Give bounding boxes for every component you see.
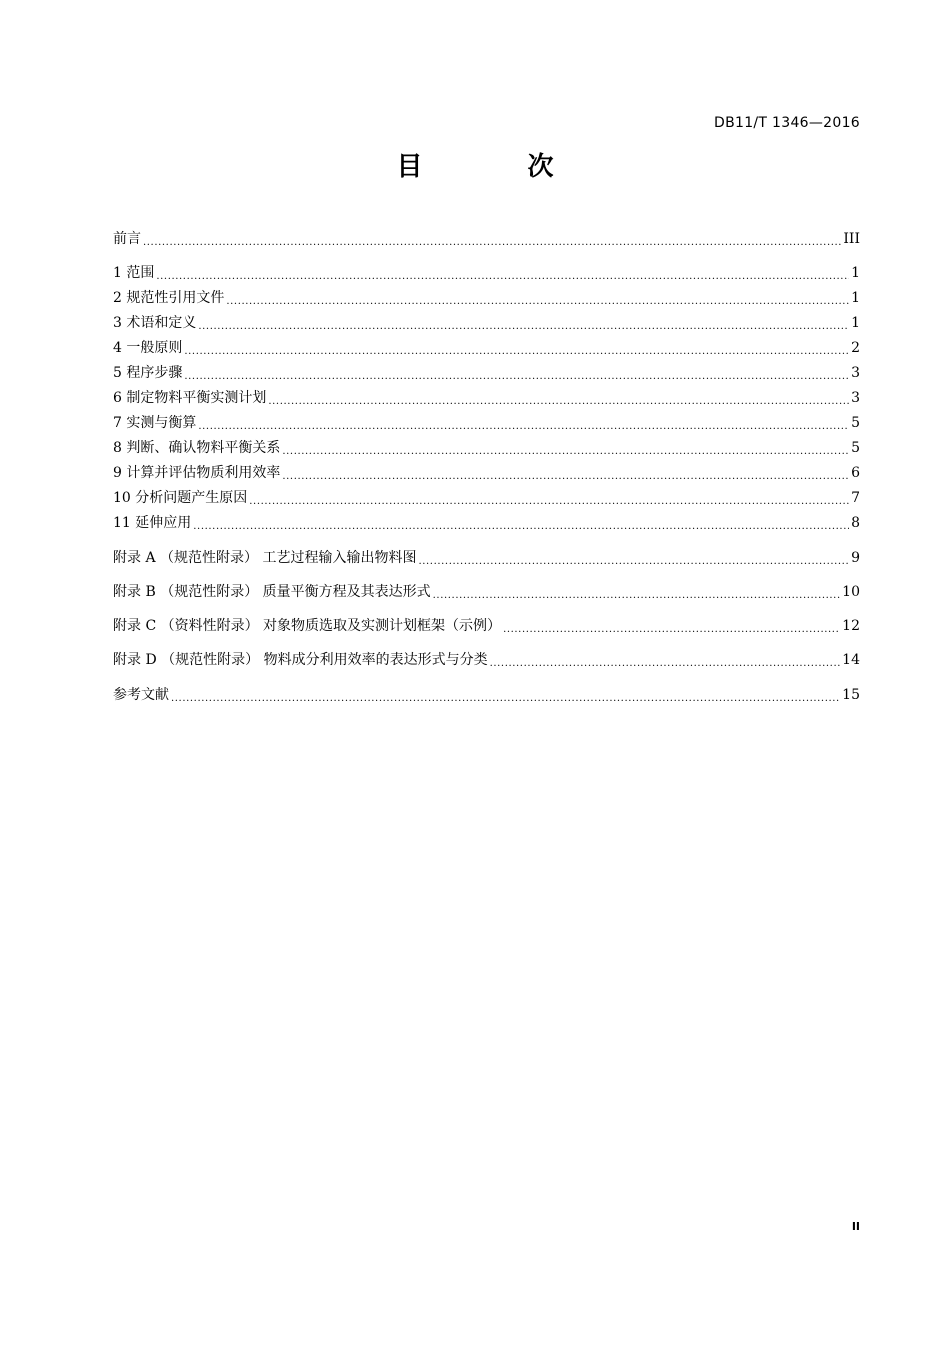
toc-entry-label: 11 延伸应用 bbox=[113, 515, 192, 531]
toc-entry-label: 4 一般原则 bbox=[113, 340, 183, 356]
toc-entry-appendix-a[interactable] bbox=[113, 547, 860, 569]
toc-entry-label: 10 分析问题产生原因 bbox=[113, 490, 248, 506]
toc-dot-leader bbox=[503, 615, 840, 637]
toc-entry-page: 14 bbox=[842, 652, 860, 668]
toc-entry-label: 5 程序步骤 bbox=[113, 365, 183, 381]
toc-entry-appendix-d[interactable] bbox=[113, 649, 860, 671]
toc-dot-leader bbox=[193, 512, 849, 534]
toc-entry-label: 3 术语和定义 bbox=[113, 315, 197, 331]
toc-entry-bibliography[interactable] bbox=[113, 684, 860, 706]
toc-entry-normative-references[interactable] bbox=[113, 287, 860, 309]
toc-entry-scope[interactable] bbox=[113, 262, 860, 284]
toc-entry-label: 参考文献 bbox=[113, 687, 169, 703]
toc-entry-page: 5 bbox=[851, 415, 860, 431]
document-code: DB11/T 1346—2016 bbox=[714, 115, 860, 131]
toc-dot-leader bbox=[226, 287, 849, 309]
toc-entry-page: 5 bbox=[851, 440, 860, 456]
toc-dot-leader bbox=[143, 228, 841, 250]
toc-entry-preface[interactable] bbox=[113, 228, 860, 250]
toc-entry-label: 9 计算并评估物质利用效率 bbox=[113, 465, 281, 481]
toc-entry-label: 附录 A （规范性附录） 工艺过程输入输出物料图 bbox=[113, 550, 417, 566]
toc-dot-leader bbox=[418, 547, 849, 569]
toc-dot-leader bbox=[184, 362, 849, 384]
toc-entry-terms[interactable] bbox=[113, 312, 860, 334]
toc-entry-extended-application[interactable] bbox=[113, 512, 860, 534]
toc-dot-leader bbox=[282, 462, 849, 484]
toc-entry-label: 1 范围 bbox=[113, 265, 155, 281]
toc-entry-procedure[interactable] bbox=[113, 362, 860, 384]
toc-dot-leader bbox=[282, 437, 849, 459]
toc-entry-appendix-c[interactable] bbox=[113, 615, 860, 637]
toc-dot-leader bbox=[433, 581, 841, 603]
toc-dot-leader bbox=[249, 487, 849, 509]
page-title: 目 次 bbox=[396, 152, 602, 182]
toc-entry-measurement-plan[interactable] bbox=[113, 387, 860, 409]
toc-dot-leader bbox=[198, 412, 849, 434]
toc-entry-appendix-b[interactable] bbox=[113, 581, 860, 603]
toc-entry-page: 15 bbox=[842, 687, 860, 703]
toc-entry-page: 3 bbox=[851, 390, 860, 406]
toc-entry-cause-analysis[interactable] bbox=[113, 487, 860, 509]
toc-entry-page: 6 bbox=[851, 465, 860, 481]
toc-entry-page: 3 bbox=[851, 365, 860, 381]
toc-dot-leader bbox=[490, 649, 841, 671]
toc-dot-leader bbox=[198, 312, 849, 334]
toc-entry-label: 8 判断、确认物料平衡关系 bbox=[113, 440, 281, 456]
toc-dot-leader bbox=[268, 387, 849, 409]
toc-entry-page: 10 bbox=[842, 584, 860, 600]
toc-entry-label: 附录 C （资料性附录） 对象物质选取及实测计划框架（示例） bbox=[113, 618, 502, 634]
toc-entry-page: 8 bbox=[851, 515, 860, 531]
toc-entry-page: 12 bbox=[842, 618, 860, 634]
toc-entry-balance-relation[interactable] bbox=[113, 437, 860, 459]
toc-entry-page: 9 bbox=[851, 550, 860, 566]
toc-entry-page: 7 bbox=[851, 490, 860, 506]
toc-dot-leader bbox=[156, 262, 849, 284]
toc-entry-page: 1 bbox=[851, 265, 860, 281]
toc-entry-label: 前言 bbox=[113, 231, 141, 247]
toc-entry-label: 附录 D （规范性附录） 物料成分利用效率的表达形式与分类 bbox=[113, 652, 488, 668]
toc-dot-leader bbox=[184, 337, 849, 359]
toc-entry-page: III bbox=[843, 231, 860, 247]
toc-entry-measurement-calculation[interactable] bbox=[113, 412, 860, 434]
toc-entry-efficiency[interactable] bbox=[113, 462, 860, 484]
toc-entry-page: 1 bbox=[851, 315, 860, 331]
toc-entry-page: 1 bbox=[851, 290, 860, 306]
toc-dot-leader bbox=[171, 684, 840, 706]
toc-entry-page: 2 bbox=[851, 340, 860, 356]
toc-entry-label: 7 实测与衡算 bbox=[113, 415, 197, 431]
page-number: II bbox=[851, 1220, 860, 1233]
toc-entry-label: 附录 B （规范性附录） 质量平衡方程及其表达形式 bbox=[113, 584, 431, 600]
toc-entry-general-principles[interactable] bbox=[113, 337, 860, 359]
toc-entry-label: 2 规范性引用文件 bbox=[113, 290, 225, 306]
toc-entry-label: 6 制定物料平衡实测计划 bbox=[113, 390, 267, 406]
